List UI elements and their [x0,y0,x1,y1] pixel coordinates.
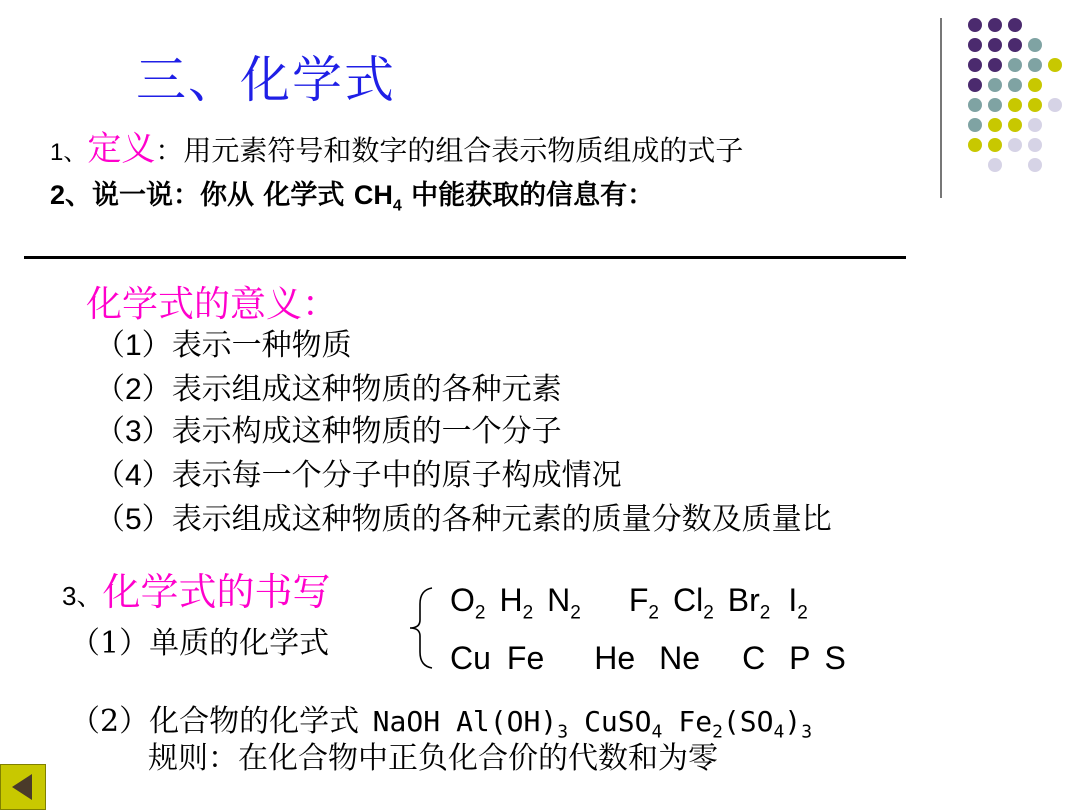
element-symbol: Fe [506,640,545,676]
definition-number: 1、 [50,139,88,166]
decor-dot [988,138,1002,152]
meaning-item [95,320,352,364]
meaning-item-text: 表示组成这种物质的各种元素的质量分数及质量比 [171,502,832,537]
element-formula: $H_2$ [499,582,534,624]
rule-text: 规则：在化合物中正负化合价的代数和为零 [148,741,718,776]
decor-dot [988,98,1002,112]
meaning-item [95,406,562,450]
element-symbol: S [824,640,846,676]
decor-dot [1028,158,1042,172]
decor-dot [1008,118,1022,132]
decor-dot [988,158,1002,172]
decor-dot [1028,98,1042,112]
meaning-item [95,450,622,494]
element-formula: $I_2$ [788,582,808,624]
compound-formula: CuSO$_4$ [584,705,663,743]
definition-text: ：用元素符号和数字的组合表示物质组成的式子 [155,134,744,167]
decor-dot [1048,58,1062,72]
element-symbol: P [789,640,811,676]
decor-dot [968,38,982,52]
question-line [50,173,654,215]
meaning-item [95,494,832,538]
decor-dot [988,58,1002,72]
definition-label: 定义 [87,129,156,169]
decor-dot [968,58,982,72]
elements-row-monatomic [450,640,846,677]
element-formula: $F_2$ [628,582,659,624]
element-formula: $Br_2$ [727,582,771,624]
back-button[interactable] [0,764,46,810]
meaning-item-number: （1） [95,329,172,362]
decor-dot [968,118,982,132]
formula-subscript: 4 [392,197,402,215]
decor-dot [968,78,982,92]
question-number: 2 [50,180,66,210]
definition-line [50,121,743,170]
compound-formula: $Fe_2(SO_4)_3$ [678,705,813,743]
element-symbol: C [742,640,766,676]
writing-title: 化学式的书写 [102,570,331,614]
decor-dot [1008,78,1022,92]
compound-formula: $Al(OH)_3$ [456,705,569,743]
decor-dot [1008,98,1022,112]
decor-dot [1028,58,1042,72]
elements-row-diatomic [450,582,808,624]
element-symbol: Ne [659,640,701,676]
element-symbol: He [594,640,636,676]
meaning-item-text: 表示一种物质 [171,328,352,363]
decor-dot [1028,118,1042,132]
decor-dot [988,118,1002,132]
writing-number: 3、 [62,581,103,611]
decor-dot [968,18,982,32]
meaning-item-number: （5） [95,503,172,536]
answer-blank-line [24,256,906,259]
meaning-item-number: （3） [95,415,172,448]
meaning-item-number: （4） [95,459,172,492]
element-formula: $Cl_2$ [672,582,714,624]
elements-label: （1）单质的化学式 [70,626,330,661]
decor-divider [940,18,942,198]
meaning-title: 化学式的意义： [86,284,339,325]
element-formula: $N_2$ [547,582,581,624]
decor-dot [1008,38,1022,52]
decor-dot [1008,138,1022,152]
meaning-item-text: 表示构成这种物质的一个分子 [171,414,562,449]
decor-dot [988,78,1002,92]
compound-label: （2）化合物的化学式 [70,704,360,739]
decor-dot [968,138,982,152]
decor-dot [1008,18,1022,32]
brace-icon [404,586,438,670]
triangle-left-icon [1,765,45,809]
decor-dot [1008,58,1022,72]
element-formula: $O_2$ [450,582,486,624]
question-formula [353,180,402,215]
decor-dot [1028,78,1042,92]
meaning-item-text: 表示每一个分子中的原子构成情况 [171,458,622,493]
decor-dot [1028,138,1042,152]
decor-dot [1028,38,1042,52]
writing-heading [62,561,330,616]
slide-title: 三、化学式 [136,51,396,109]
decor-dot [1048,98,1062,112]
element-symbol: Cu [450,640,491,676]
formula-main: CH [353,180,393,210]
decor-dot [988,38,1002,52]
compound-formula: NaOH [372,705,441,738]
decor-dot [988,18,1002,32]
question-text-before: 、说一说：你从 化学式 [65,180,354,211]
decor-dot [968,98,982,112]
meaning-item [95,364,562,408]
question-text-after: 中能获取的信息有： [401,180,655,211]
meaning-item-number: （2） [95,373,172,406]
meaning-item-text: 表示组成这种物质的各种元素 [171,372,562,407]
